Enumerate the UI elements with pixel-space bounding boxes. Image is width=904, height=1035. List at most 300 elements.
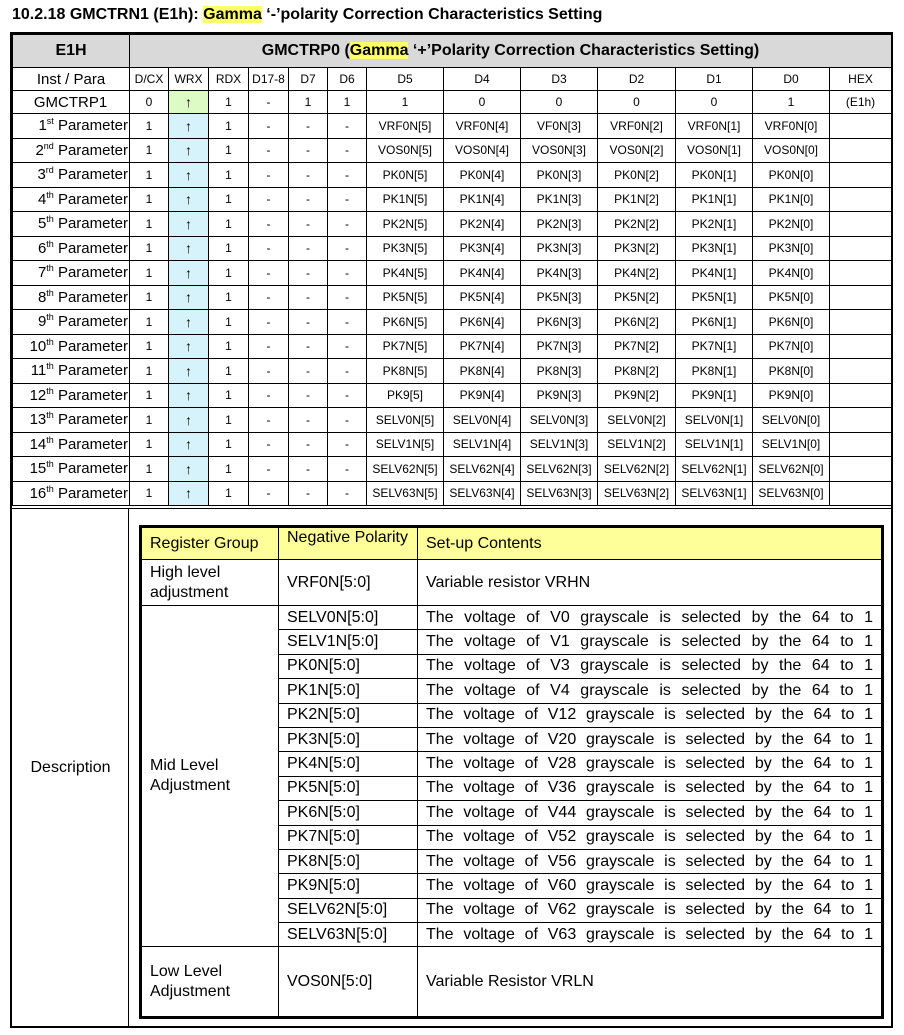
parameter-word: Parameter [53, 362, 128, 380]
parameter-bit: 1 [209, 457, 249, 482]
parameter-bit: - [289, 408, 328, 433]
parameter-row [13, 285, 892, 310]
register-vos0n: VOS0N[5:0] [279, 947, 418, 1018]
command-bit: 0 [521, 91, 598, 114]
parameter-bit: - [328, 138, 367, 163]
mid-register: PK9N[5:0] [279, 874, 418, 898]
parameter-bit: 1 [130, 432, 169, 457]
parameter-ordinal: th [46, 263, 54, 274]
parameter-bit [830, 138, 892, 163]
parameter-bit: SELV62N[1] [676, 457, 753, 482]
column-header: D17-8 [249, 68, 289, 91]
parameter-bit: SELV0N[0] [753, 408, 830, 433]
parameter-number: 7 [37, 264, 47, 282]
parameter-bit: SELV62N[4] [444, 457, 521, 482]
parameter-bit [830, 457, 892, 482]
parameter-ordinal: nd [43, 140, 54, 151]
parameter-bit: - [249, 285, 289, 310]
parameter-bit: PK2N[4] [444, 212, 521, 237]
parameter-bit: 1 [209, 383, 249, 408]
parameter-bit: PK8N[5] [367, 359, 444, 384]
parameter-name [13, 481, 130, 506]
parameter-bit: SELV1N[0] [753, 432, 830, 457]
parameter-bit: PK4N[0] [753, 261, 830, 286]
parameter-number: 4 [37, 190, 47, 208]
parameter-bit: PK0N[5] [367, 163, 444, 188]
parameter-name [13, 359, 130, 384]
parameter-bit: PK5N[1] [676, 285, 753, 310]
heading-prefix: 10.2.18 GMCTRN1 (E1h): [12, 6, 204, 23]
parameter-bit: - [249, 138, 289, 163]
parameter-bit: 1 [130, 481, 169, 506]
heading-highlight: Gamma [203, 6, 262, 23]
parameter-bit: PK9N[0] [753, 383, 830, 408]
parameter-bit: 1 [209, 261, 249, 286]
column-header: D0 [753, 68, 830, 91]
parameter-bit: PK7N[3] [521, 334, 598, 359]
parameter-number: 1 [38, 117, 47, 135]
parameter-ordinal: th [46, 483, 54, 494]
parameter-bit [830, 481, 892, 506]
parameter-bit: - [289, 114, 328, 139]
parameter-bit [830, 310, 892, 335]
register-title: GMCTRP0 (Gamma ‘+’Polarity Correction Characteristics Setting) [130, 35, 892, 68]
register-title-row [13, 35, 892, 68]
parameter-bit: PK1N[0] [753, 187, 830, 212]
parameter-bit: - [249, 114, 289, 139]
column-header: D3 [521, 68, 598, 91]
parameter-bit: - [249, 163, 289, 188]
parameter-bit: - [289, 236, 328, 261]
command-bit: 0 [598, 91, 676, 114]
parameter-number: 10 [29, 337, 47, 355]
parameter-bit: 1 [130, 383, 169, 408]
parameter-bit: PK5N[4] [444, 285, 521, 310]
high-level-row [141, 560, 883, 606]
parameter-bit: PK0N[4] [444, 163, 521, 188]
parameter-bit: - [249, 187, 289, 212]
parameter-bit: SELV62N[2] [598, 457, 676, 482]
mid-register: SELV63N[5:0] [279, 923, 418, 947]
parameter-ordinal: th [46, 336, 54, 347]
parameter-ordinal: rd [45, 165, 54, 176]
parameter-row [13, 359, 892, 384]
parameter-bit: PK0N[1] [676, 163, 753, 188]
parameter-name [13, 163, 130, 188]
parameter-bit: SELV63N[1] [676, 481, 753, 506]
parameter-bit: VOS0N[1] [676, 138, 753, 163]
parameter-number: 5 [37, 215, 47, 233]
command-bit: ↑ [169, 91, 209, 114]
parameter-bit: - [249, 432, 289, 457]
parameter-bit: ↑ [169, 432, 209, 457]
description-area [129, 508, 891, 1026]
column-header: D7 [289, 68, 328, 91]
parameter-bit: PK1N[1] [676, 187, 753, 212]
register-code: E1H [13, 35, 130, 68]
parameter-bit: 1 [130, 457, 169, 482]
parameter-bit: SELV62N[0] [753, 457, 830, 482]
command-bit: 0 [676, 91, 753, 114]
header-register-group: Register Group [141, 527, 279, 560]
parameter-number: 2 [35, 141, 44, 159]
parameter-bit: 1 [209, 236, 249, 261]
parameter-word: Parameter [53, 239, 128, 257]
parameter-bit: SELV1N[5] [367, 432, 444, 457]
parameter-bit: ↑ [169, 481, 209, 506]
parameter-bit [830, 261, 892, 286]
parameter-bit: ↑ [169, 359, 209, 384]
parameter-bit: - [328, 187, 367, 212]
column-header: D6 [328, 68, 367, 91]
parameter-bit: ↑ [169, 138, 209, 163]
parameter-bit: 1 [209, 481, 249, 506]
parameter-name [13, 261, 130, 286]
content-vrf0n: Variable resistor VRHN [418, 560, 883, 606]
parameter-bit: - [249, 261, 289, 286]
parameter-bit: - [289, 359, 328, 384]
parameter-bit: PK3N[1] [676, 236, 753, 261]
parameter-bit: - [289, 138, 328, 163]
parameter-bit: VRF0N[5] [367, 114, 444, 139]
mid-content: The voltage of V28 grayscale is selected by the 64 to 1 [418, 752, 883, 776]
parameter-bit: 1 [130, 163, 169, 188]
mid-register: PK3N[5:0] [279, 727, 418, 751]
parameter-bit: PK9N[2] [598, 383, 676, 408]
parameter-bit: PK4N[4] [444, 261, 521, 286]
group-high-level: High level adjustment [141, 560, 279, 606]
parameter-bit: VF0N[3] [521, 114, 598, 139]
parameter-bit: PK5N[0] [753, 285, 830, 310]
heading-suffix: ‘-’polarity Correction Characteristics Setting [261, 6, 603, 23]
parameter-bit: - [289, 285, 328, 310]
command-bit: 1 [753, 91, 830, 114]
mid-register: PK6N[5:0] [279, 801, 418, 825]
parameter-bit: ↑ [169, 187, 209, 212]
mid-register: PK2N[5:0] [279, 703, 418, 727]
parameter-bit: PK3N[5] [367, 236, 444, 261]
command-bit: (E1h) [830, 91, 892, 114]
parameter-bit: SELV0N[3] [521, 408, 598, 433]
parameter-bit: SELV0N[4] [444, 408, 521, 433]
parameter-ordinal: th [46, 214, 54, 225]
mid-content: The voltage of V12 grayscale is selected by the 64 to 1 [418, 703, 883, 727]
mid-content: The voltage of V3 grayscale is selected by the 64 to 1 [418, 654, 883, 678]
parameter-bit [830, 114, 892, 139]
parameter-bit [830, 163, 892, 188]
parameter-bit: - [328, 432, 367, 457]
parameter-word: Parameter [53, 484, 128, 502]
parameter-bit: 1 [130, 236, 169, 261]
parameter-bit: PK2N[0] [753, 212, 830, 237]
mid-content: The voltage of V52 grayscale is selected by the 64 to 1 [418, 825, 883, 849]
column-header: D4 [444, 68, 521, 91]
parameter-bit: ↑ [169, 261, 209, 286]
parameter-bit: PK6N[3] [521, 310, 598, 335]
parameter-bit: - [328, 334, 367, 359]
command-row [13, 91, 892, 114]
parameter-bit: PK7N[0] [753, 334, 830, 359]
parameter-name [13, 212, 130, 237]
parameter-word: Parameter [53, 411, 128, 429]
parameter-bit: SELV0N[5] [367, 408, 444, 433]
mid-content: The voltage of V56 grayscale is selected by the 64 to 1 [418, 849, 883, 873]
parameter-bit: PK1N[5] [367, 187, 444, 212]
parameter-bit: ↑ [169, 408, 209, 433]
parameter-ordinal: th [46, 410, 54, 421]
parameter-bit: PK8N[1] [676, 359, 753, 384]
parameter-bit: PK8N[0] [753, 359, 830, 384]
parameter-bit: PK1N[4] [444, 187, 521, 212]
parameter-word: Parameter [53, 215, 128, 233]
parameter-name [13, 334, 130, 359]
column-header: D5 [367, 68, 444, 91]
parameter-bit: SELV1N[3] [521, 432, 598, 457]
parameter-bit: - [249, 383, 289, 408]
parameter-bit: SELV1N[1] [676, 432, 753, 457]
register-vrf0n: VRF0N[5:0] [279, 560, 418, 606]
parameter-bit: PK3N[0] [753, 236, 830, 261]
command-bit: 0 [130, 91, 169, 114]
parameter-ordinal: th [46, 312, 54, 323]
header-negative-polarity: Negative Polarity [279, 527, 418, 560]
parameter-bit: PK1N[3] [521, 187, 598, 212]
parameter-number: 13 [29, 411, 47, 429]
parameter-bit: - [328, 481, 367, 506]
mid-content: The voltage of V63 grayscale is selected by the 64 to 1 [418, 923, 883, 947]
parameter-bit: - [249, 310, 289, 335]
parameter-bit: - [289, 457, 328, 482]
parameter-bit: 1 [130, 359, 169, 384]
description-label-cell [12, 508, 129, 1026]
parameter-number: 3 [37, 166, 46, 184]
parameter-bit: PK6N[0] [753, 310, 830, 335]
parameter-bit: PK4N[2] [598, 261, 676, 286]
parameter-bit: - [289, 481, 328, 506]
parameter-bit: - [249, 334, 289, 359]
parameter-bit: SELV62N[3] [521, 457, 598, 482]
parameter-bit: PK6N[4] [444, 310, 521, 335]
parameter-name [13, 383, 130, 408]
parameter-bit: PK2N[5] [367, 212, 444, 237]
parameter-row [13, 138, 892, 163]
parameter-bit: PK5N[5] [367, 285, 444, 310]
parameter-bit: - [328, 212, 367, 237]
parameter-bit: PK2N[2] [598, 212, 676, 237]
mid-register: PK1N[5:0] [279, 679, 418, 703]
description-header-row [141, 527, 883, 560]
parameter-number: 9 [37, 313, 47, 331]
parameter-row [13, 236, 892, 261]
mid-register: SELV1N[5:0] [279, 630, 418, 654]
group-low-level: Low Level Adjustment [141, 947, 279, 1018]
parameter-bit: - [328, 114, 367, 139]
parameter-bit: PK3N[2] [598, 236, 676, 261]
parameter-name [13, 408, 130, 433]
parameter-bit: PK3N[3] [521, 236, 598, 261]
parameter-bit: ↑ [169, 334, 209, 359]
parameter-bit: PK8N[2] [598, 359, 676, 384]
parameter-bit: SELV0N[2] [598, 408, 676, 433]
parameter-bit [830, 383, 892, 408]
mid-register: PK5N[5:0] [279, 776, 418, 800]
parameter-word: Parameter [53, 190, 128, 208]
parameter-row [13, 212, 892, 237]
parameter-bit: PK6N[5] [367, 310, 444, 335]
parameter-number: 11 [30, 362, 47, 380]
parameter-name [13, 432, 130, 457]
parameter-bit: 1 [130, 212, 169, 237]
parameter-bit: - [328, 310, 367, 335]
parameter-bit: ↑ [169, 114, 209, 139]
parameter-bit: PK7N[4] [444, 334, 521, 359]
command-name: GMCTRP1 [13, 91, 130, 114]
mid-content: The voltage of V0 grayscale is selected by the 64 to 1 [418, 606, 883, 630]
mid-register: SELV62N[5:0] [279, 898, 418, 922]
parameter-bit [830, 408, 892, 433]
mid-content: The voltage of V36 grayscale is selected by the 64 to 1 [418, 776, 883, 800]
command-bit: 1 [289, 91, 328, 114]
parameter-bit: 1 [209, 114, 249, 139]
description-table [139, 525, 884, 1019]
parameter-bit: SELV63N[5] [367, 481, 444, 506]
parameter-row [13, 334, 892, 359]
parameter-bit: - [289, 383, 328, 408]
parameter-bit: 1 [130, 261, 169, 286]
parameter-bit: PK4N[1] [676, 261, 753, 286]
parameter-bit: 1 [130, 310, 169, 335]
parameter-word: Parameter [53, 435, 128, 453]
parameter-bit: PK8N[4] [444, 359, 521, 384]
parameter-bit: 1 [130, 334, 169, 359]
parameter-bit: 1 [130, 138, 169, 163]
parameter-bit: ↑ [169, 310, 209, 335]
parameter-number: 6 [37, 239, 47, 257]
parameter-ordinal: th [46, 238, 54, 249]
parameter-bit: - [328, 285, 367, 310]
parameter-bit: PK5N[2] [598, 285, 676, 310]
parameter-name [13, 114, 130, 139]
parameter-ordinal: th [46, 385, 54, 396]
parameter-word: Parameter [53, 337, 128, 355]
column-header: D1 [676, 68, 753, 91]
parameter-bit: VRF0N[1] [676, 114, 753, 139]
parameter-bit: ↑ [169, 236, 209, 261]
parameter-bit: SELV62N[5] [367, 457, 444, 482]
parameter-bit [830, 359, 892, 384]
parameter-number: 14 [29, 435, 47, 453]
parameter-bit: PK9N[3] [521, 383, 598, 408]
parameter-bit: - [249, 359, 289, 384]
parameter-name [13, 457, 130, 482]
parameter-bit: PK5N[3] [521, 285, 598, 310]
parameter-bit: - [328, 457, 367, 482]
section-heading [12, 6, 602, 24]
mid-register: PK0N[5:0] [279, 654, 418, 678]
parameter-bit: 1 [130, 285, 169, 310]
parameter-bit: PK9N[4] [444, 383, 521, 408]
parameter-bit: - [289, 310, 328, 335]
parameter-bit: - [289, 334, 328, 359]
parameter-word: Parameter [53, 386, 128, 404]
parameter-bit: - [289, 187, 328, 212]
parameter-bit: - [249, 481, 289, 506]
parameter-bit: 1 [209, 432, 249, 457]
parameter-bit: - [328, 163, 367, 188]
parameter-ordinal: st [46, 116, 54, 127]
parameter-number: 15 [29, 460, 47, 478]
parameter-word: Parameter [53, 117, 128, 135]
parameter-bit: - [289, 212, 328, 237]
parameter-bit: 1 [209, 163, 249, 188]
parameter-word: Parameter [53, 141, 128, 159]
parameter-bit: PK7N[5] [367, 334, 444, 359]
parameter-bit: SELV0N[1] [676, 408, 753, 433]
parameter-bit: VOS0N[3] [521, 138, 598, 163]
parameter-bit: PK0N[2] [598, 163, 676, 188]
column-header: D/CX [130, 68, 169, 91]
mid-content: The voltage of V62 grayscale is selected by the 64 to 1 [418, 898, 883, 922]
parameter-bit: PK4N[5] [367, 261, 444, 286]
parameter-bit: 1 [209, 359, 249, 384]
mid-content: The voltage of V20 grayscale is selected by the 64 to 1 [418, 727, 883, 751]
parameter-name [13, 236, 130, 261]
parameter-number: 8 [37, 288, 47, 306]
parameter-word: Parameter [53, 313, 128, 331]
parameter-bit: ↑ [169, 285, 209, 310]
parameter-bit: PK8N[3] [521, 359, 598, 384]
parameter-bit: VOS0N[0] [753, 138, 830, 163]
parameter-bit: 1 [130, 114, 169, 139]
parameter-bit: PK6N[2] [598, 310, 676, 335]
parameter-bit: - [328, 383, 367, 408]
parameter-bit: VOS0N[2] [598, 138, 676, 163]
parameter-ordinal: th [46, 434, 54, 445]
column-header: Inst / Para [13, 68, 130, 91]
parameter-bit: VRF0N[0] [753, 114, 830, 139]
parameter-bit: 1 [209, 334, 249, 359]
parameter-bit: ↑ [169, 212, 209, 237]
parameter-row [13, 163, 892, 188]
parameter-number: 12 [29, 386, 47, 404]
parameter-bit: 1 [209, 408, 249, 433]
parameter-bit: - [249, 408, 289, 433]
parameter-ordinal: th [46, 287, 54, 298]
column-header-row [13, 68, 892, 91]
parameter-bit: PK2N[1] [676, 212, 753, 237]
content-vos0n: Variable Resistor VRLN [418, 947, 883, 1018]
parameter-bit: VOS0N[5] [367, 138, 444, 163]
parameter-word: Parameter [53, 288, 128, 306]
parameter-bit: PK9N[1] [676, 383, 753, 408]
parameter-row [13, 408, 892, 433]
mid-register: SELV0N[5:0] [279, 606, 418, 630]
column-header: HEX [830, 68, 892, 91]
parameter-bit [830, 212, 892, 237]
parameter-bit: SELV63N[0] [753, 481, 830, 506]
mid-register: PK8N[5:0] [279, 849, 418, 873]
parameter-bit: VRF0N[2] [598, 114, 676, 139]
parameter-row [13, 187, 892, 212]
parameter-word: Parameter [53, 460, 128, 478]
parameter-bit: PK3N[4] [444, 236, 521, 261]
parameter-word: Parameter [53, 264, 128, 282]
mid-content: The voltage of V1 grayscale is selected by the 64 to 1 [418, 630, 883, 654]
parameter-row [13, 432, 892, 457]
parameter-bit: PK1N[2] [598, 187, 676, 212]
parameter-bit: 1 [209, 310, 249, 335]
parameter-row [13, 261, 892, 286]
